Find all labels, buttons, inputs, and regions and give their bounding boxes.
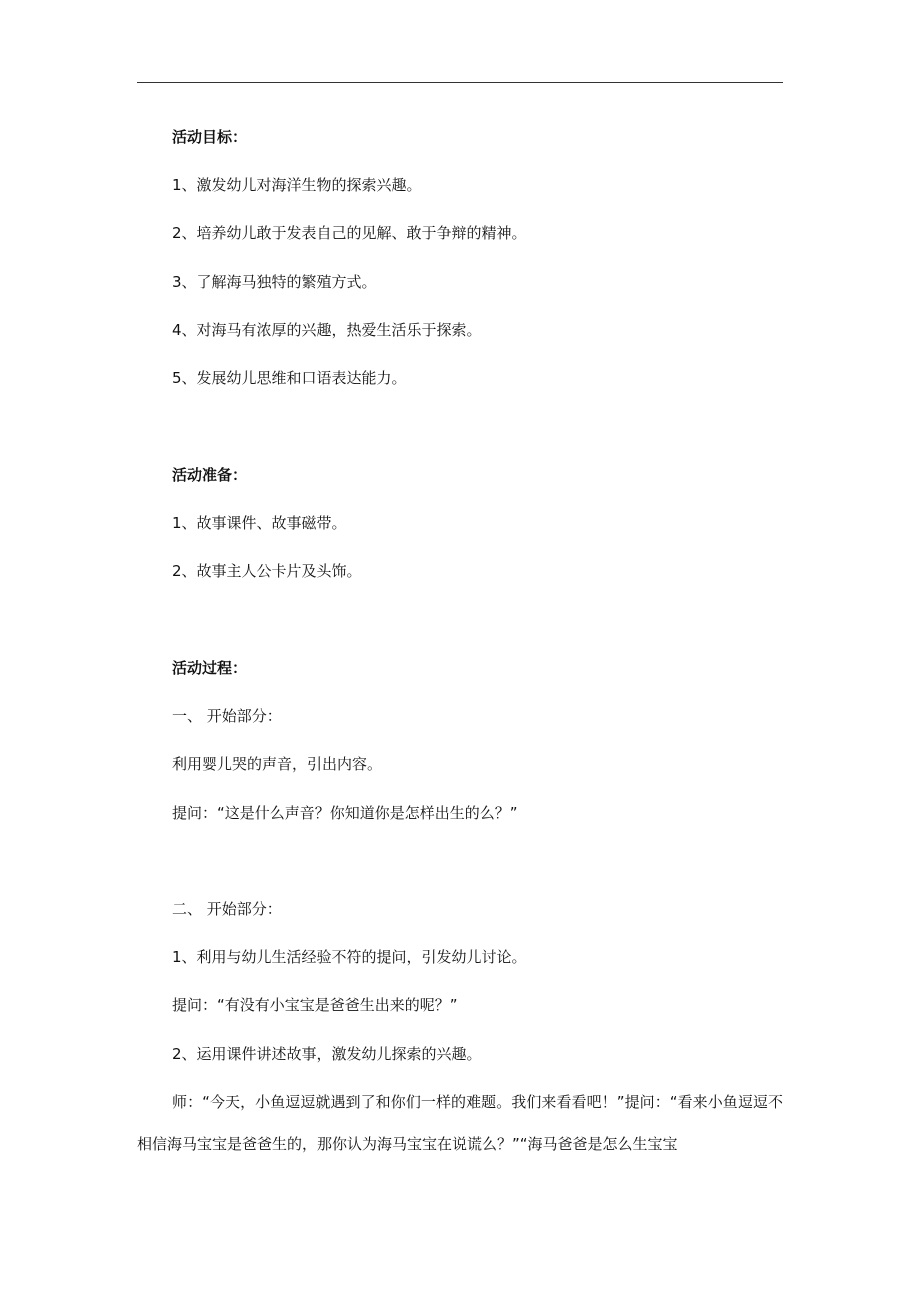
goals-title: 活动目标： (172, 128, 248, 146)
story-paragraph: 师：“今天，小鱼逗逗就遇到了和你们一样的难题。我们来看看吧！”提问：“看来小鱼逗逗不相信海马宝宝是爸爸生的，那你认为海马宝宝在说谎么？”“海马爸爸是怎么生宝宝 (137, 1093, 783, 1153)
goal-item: 2、培养幼儿敢于发表自己的见解、敢于争辩的精神。 (172, 224, 527, 242)
part2-heading: 二、 开始部分： (172, 900, 282, 918)
part2-question: 提问：“有没有小宝宝是爸爸生出来的呢？” (172, 996, 458, 1014)
part2-line: 1、利用与幼儿生活经验不符的提问，引发幼儿讨论。 (172, 948, 527, 966)
goal-item: 4、对海马有浓厚的兴趣，热爱生活乐于探索。 (172, 321, 482, 339)
preparation-item: 2、故事主人公卡片及头饰。 (172, 562, 362, 580)
part1-line: 利用婴儿哭的声音，引出内容。 (172, 755, 383, 773)
header-rule (137, 82, 783, 83)
process-title: 活动过程： (172, 659, 248, 677)
goal-item: 3、了解海马独特的繁殖方式。 (172, 273, 377, 291)
part1-heading: 一、 开始部分： (172, 707, 282, 725)
preparation-item: 1、故事课件、故事磁带。 (172, 514, 347, 532)
goal-item: 5、发展幼儿思维和口语表达能力。 (172, 369, 407, 387)
preparation-title: 活动准备： (172, 466, 248, 484)
part2-line: 2、运用课件讲述故事，激发幼儿探索的兴趣。 (172, 1045, 482, 1063)
goal-item: 1、激发幼儿对海洋生物的探索兴趣。 (172, 176, 422, 194)
part1-question: 提问：“这是什么声音？你知道你是怎样出生的么？” (172, 804, 518, 822)
